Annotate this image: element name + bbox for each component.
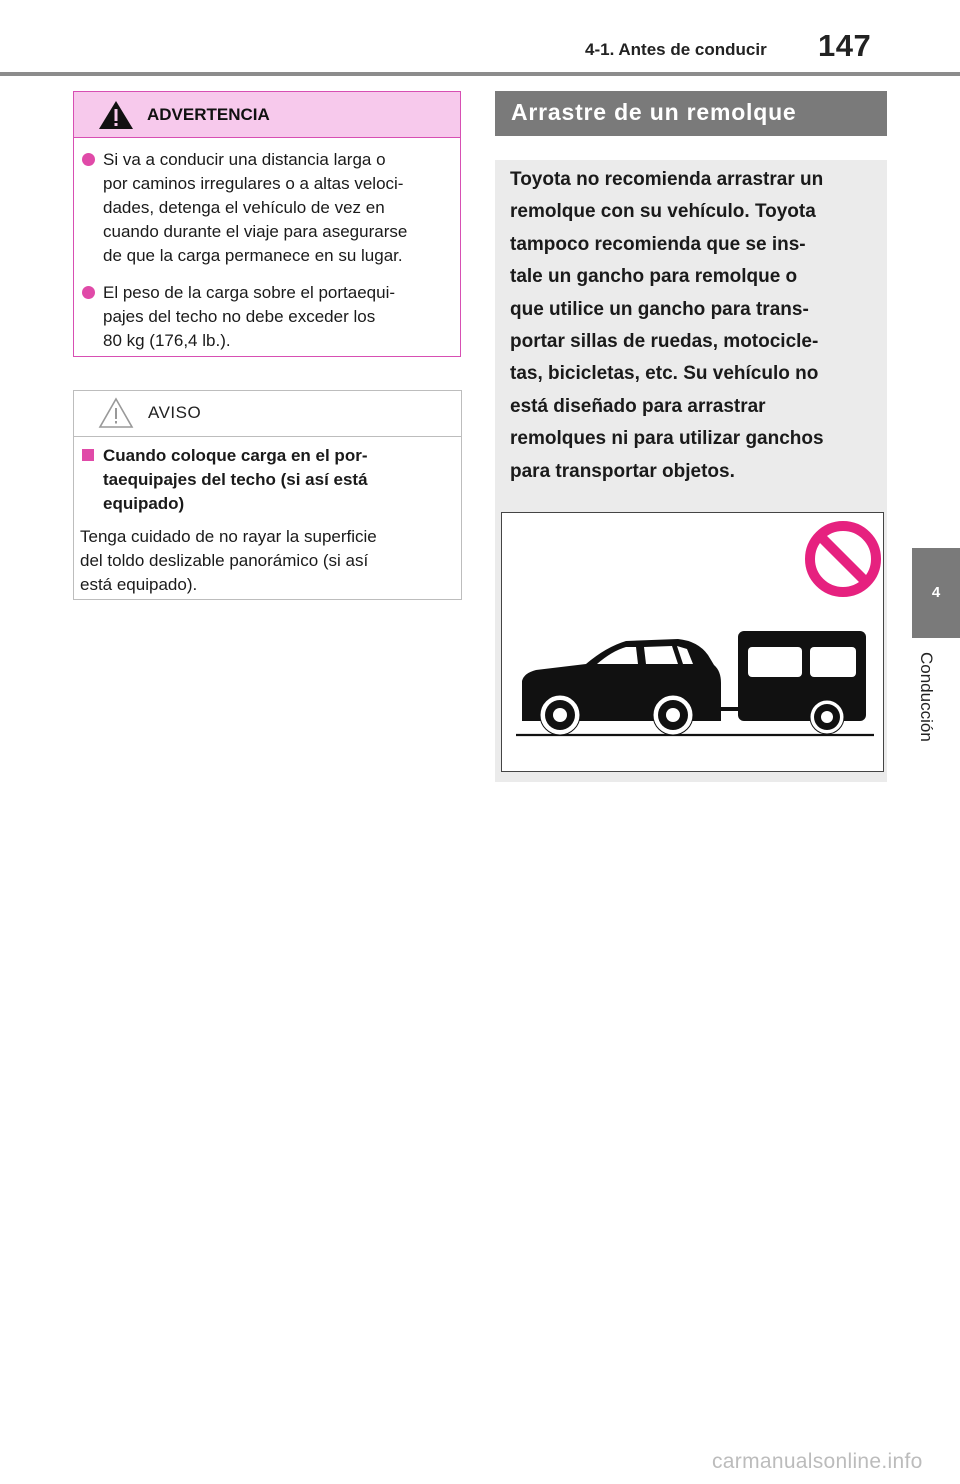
info-text: Toyota no recomienda arrastrar un remolque con su vehículo. Toyota tampoco recomienda que se ins- tale un gancho para remolque o que utilice un gancho para trans- portar sillas de ruedas, motocicle- tas, bicicletas, etc. Su vehículo no está diseñado para arrastrar remolques ni para utilizar ganchos para transportar objetos. [510, 169, 824, 482]
warning-title: ADVERTENCIA [147, 105, 270, 124]
no-entry-prohibited-icon [810, 526, 876, 592]
bullet-dot-icon [82, 286, 95, 299]
bullet-dot-icon [82, 153, 95, 166]
header-rule [0, 72, 960, 76]
warning-list [74, 148, 460, 353]
page-number: 147 [818, 28, 872, 63]
section-heading: 4-1. Antes de conducir [585, 40, 767, 59]
warning-box [73, 91, 461, 357]
towing-illustration [501, 512, 884, 772]
bullet-square-icon [82, 449, 94, 461]
section-title: Arrastre de un remolque [495, 91, 887, 136]
notice-header [74, 391, 461, 437]
towing-illustration-graphic [502, 513, 883, 771]
caution-outline-triangle-icon [98, 397, 134, 429]
notice-box [73, 390, 462, 600]
notice-title: AVISO [148, 403, 202, 422]
wheel-icon [653, 695, 693, 735]
warning-item: El peso de la carga sobre el portaequi- pajes del techo no debe exceder los 80 kg (176,4 lb.). [74, 281, 452, 353]
chapter-tab: 4 [912, 548, 960, 638]
wheel-icon [540, 695, 580, 735]
notice-body: Tenga cuidado de no rayar la superficie del toldo deslizable panorámico (si así está equipado). [80, 527, 377, 594]
chapter-label: Conducción [917, 652, 936, 742]
watermark: carmanualsonline.info [712, 1450, 923, 1473]
warning-triangle-icon [98, 100, 134, 130]
notice-subheading: Cuando coloque carga en el por- taequipajes del techo (si así está equipado) [74, 444, 461, 516]
info-panel [495, 160, 887, 782]
wheel-icon [810, 700, 844, 734]
warning-item: Si va a conducir una distancia larga o por caminos irregulares o a altas veloci- dades, detenga el vehículo de vez en cuando durante el viaje para asegurarse de que la carga permanece en su lugar. [74, 148, 452, 268]
warning-header [74, 92, 460, 138]
